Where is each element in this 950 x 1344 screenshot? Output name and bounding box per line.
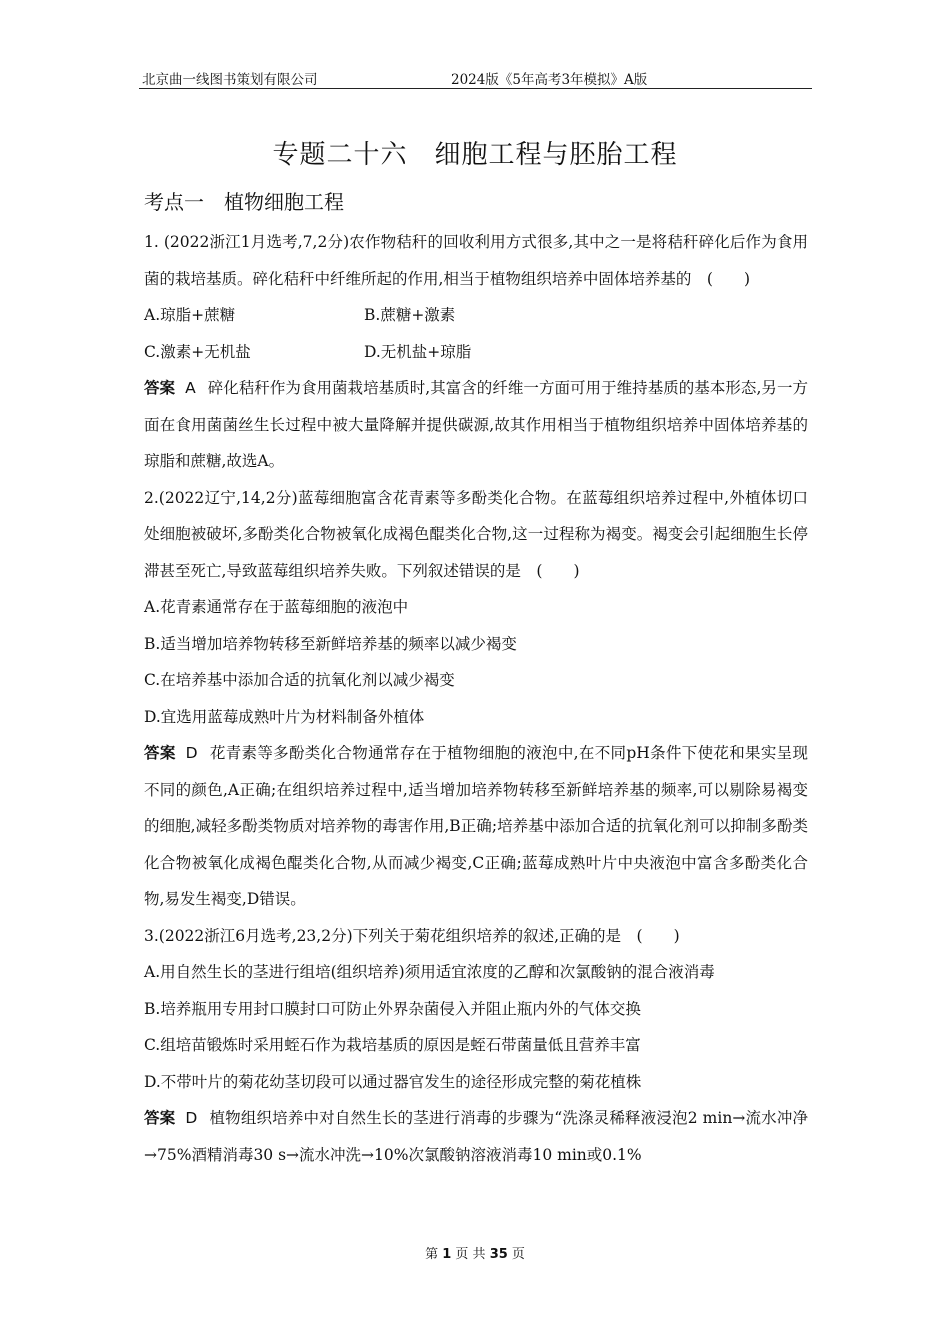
answer-letter: A <box>185 379 196 397</box>
question-3-stem: 3.(2022浙江6月选考,23,2分)下列关于菊花组织培养的叙述,正确的是 ( ) <box>144 926 680 945</box>
question-1-options-row-2 <box>144 334 808 371</box>
question-2-option-c: C.在培养基中添加合适的抗氧化剂以减少褐变 <box>144 671 455 689</box>
question-2-answer <box>144 735 808 918</box>
question-1-answer <box>144 370 808 480</box>
question-1-stem: 1. (2022浙江1月选考,7,2分)农作物秸秆的回收利用方式很多,其中之一是将秸秆碎化后作为食用菌的栽培基质。碎化秸秆中纤维所起的作用,相当于植物组织培养中固体培养基的 ( ) <box>144 233 808 288</box>
question-3-option-a: A.用自然生长的茎进行组培(组织培养)须用适宜浓度的乙醇和次氯酸钠的混合液消毒 <box>144 963 715 981</box>
page-header <box>139 64 812 89</box>
answer-letter: D <box>185 1109 198 1127</box>
answer-explanation: 花青素等多酚类化合物通常存在于植物细胞的液泡中,在不同pH条件下使花和果实呈现不同的颜色,A正确;在组织培养过程中,适当增加培养物转移至新鲜培养基的频率,可以剔除易褐变的细胞,减轻多酚类物质对培养物的毒害作用,B正确;培养基中添加合适的抗氧化剂可以抑制多酚类化合物被氧化成褐色醌类化合物,从而减少褐变,C正确;蓝莓成熟叶片中央液泡中富含多酚类化合物,易发生褐变,D错误。 <box>144 744 808 908</box>
footer-prefix: 第 <box>425 1247 439 1262</box>
question-1-option-d: D.无机盐+琼脂 <box>364 342 472 361</box>
question-3-option-b: B.培养瓶用专用封口膜封口可防止外界杂菌侵入并阻止瓶内外的气体交换 <box>144 999 641 1018</box>
footer-page-number: 1 <box>442 1247 452 1262</box>
question-2-option-a: A.花青素通常存在于蓝莓细胞的液泡中 <box>144 598 409 616</box>
question-2-stem: 2.(2022辽宁,14,2分)蓝莓细胞富含花青素等多酚类化合物。在蓝莓组织培养过程中,外植体切口处细胞被破坏,多酚类化合物被氧化成褐色醌类化合物,这一过程称为褐变。褐变会引起细胞生长停滞甚至死亡,导致蓝莓组织培养失败。下列叙述错误的是 ( ) <box>144 488 808 580</box>
question-1-option-b: B.蔗糖+激素 <box>364 306 456 324</box>
header-publisher: 北京曲一线图书策划有限公司 <box>142 72 318 88</box>
answer-explanation: 碎化秸秆作为食用菌栽培基质时,其富含的纤维一方面可用于维持基质的基本形态,另一方面在食用菌菌丝生长过程中被大量降解并提供碳源,故其作用相当于植物组织培养中固体培养基的琼脂和蔗糖,故选A。 <box>144 379 808 470</box>
question-1-options-row-1 <box>144 297 808 334</box>
question-3-option-d: D.不带叶片的菊花幼茎切段可以通过器官发生的途径形成完整的菊花植株 <box>144 1072 642 1091</box>
question-1-option-a: A.琼脂+蔗糖 <box>144 306 236 324</box>
answer-label: 答案 <box>144 1109 176 1127</box>
answer-letter: D <box>185 744 198 762</box>
question-3-answer <box>144 1100 808 1173</box>
question-1-option-c: C.激素+无机盐 <box>144 342 251 361</box>
footer-suffix: 页 <box>511 1247 525 1262</box>
page-title: 专题二十六 细胞工程与胚胎工程 <box>272 140 678 170</box>
answer-explanation: 植物组织培养中对自然生长的茎进行消毒的步骤为“洗涤灵稀释液浸泡2 min→流水冲净→75%酒精消毒30 s→流水冲洗→10%次氯酸钠溶液消毒10 min或0.1% <box>144 1109 808 1164</box>
footer-total-pages: 35 <box>489 1247 508 1262</box>
section-heading: 考点一 植物细胞工程 <box>144 190 344 214</box>
question-2-option-d: D.宜选用蓝莓成熟叶片为材料制备外植体 <box>144 707 425 726</box>
page-footer <box>0 1243 950 1262</box>
answer-label: 答案 <box>144 744 176 762</box>
answer-label: 答案 <box>144 379 176 397</box>
header-book-title: 2024版《5年高考3年模拟》A版 <box>451 72 648 88</box>
footer-mid: 页 共 <box>455 1247 486 1262</box>
question-3-option-c: C.组培苗锻炼时采用蛭石作为栽培基质的原因是蛭石带菌量低且营养丰富 <box>144 1036 641 1054</box>
document-body <box>144 224 808 1173</box>
question-2-option-b: B.适当增加培养物转移至新鲜培养基的频率以减少褐变 <box>144 634 517 653</box>
